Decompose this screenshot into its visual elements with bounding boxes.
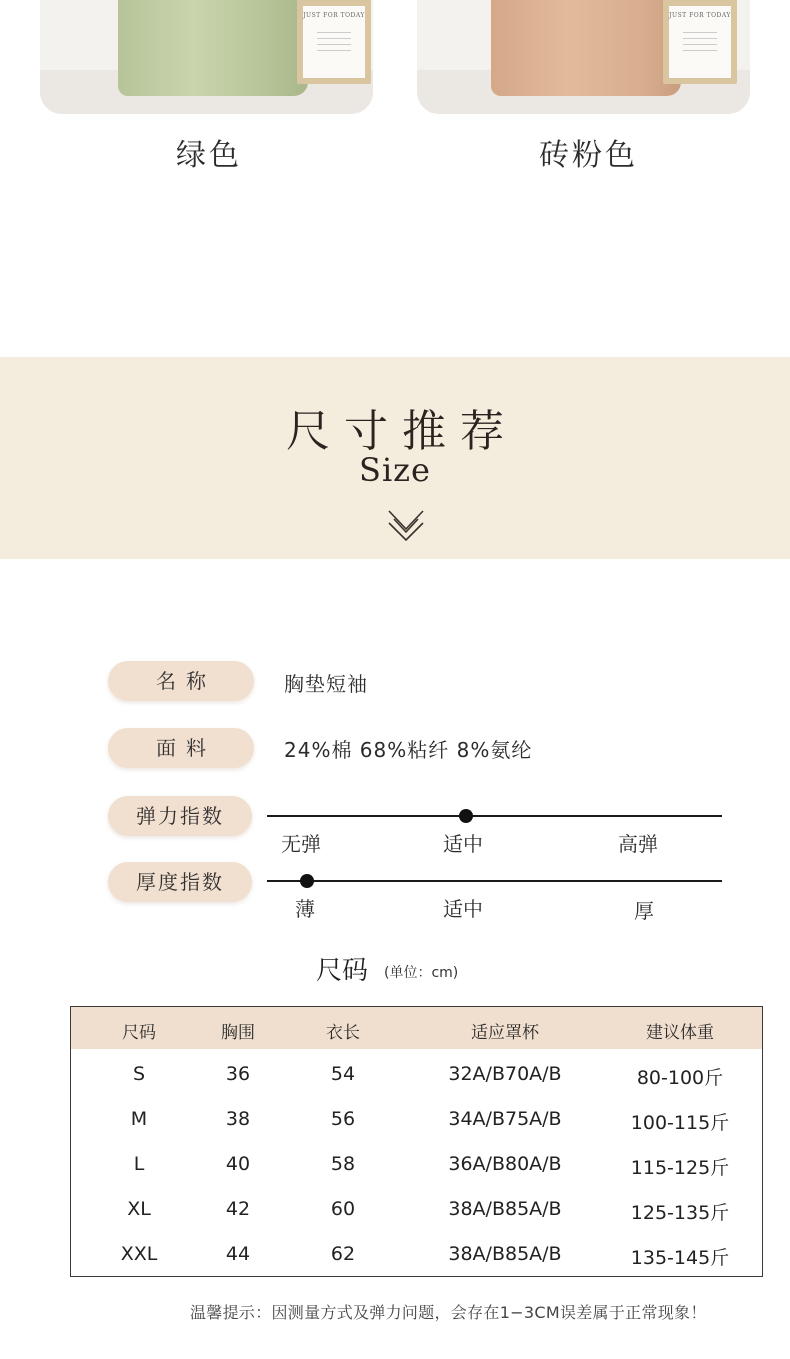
table-cell: XL [127, 1198, 151, 1220]
double-chevron-down-icon [386, 507, 426, 543]
green-color-label: 绿色 [176, 138, 242, 173]
table-cell: 38A/B85A/B [448, 1198, 562, 1220]
table-row [71, 1141, 762, 1186]
header-size: 尺码 [122, 1023, 156, 1043]
frame-text: JUST FOR TODAY [303, 12, 365, 19]
name-label-pill: 名称 [108, 661, 254, 701]
elasticity-indicator-dot [459, 809, 473, 823]
table-cell: 115-125斤 [630, 1157, 730, 1179]
size-section-banner [0, 357, 790, 559]
header-weight: 建议体重 [646, 1023, 714, 1043]
table-cell: 80-100斤 [636, 1067, 724, 1089]
table-cell: 42 [225, 1198, 251, 1220]
thickness-indicator-dot [300, 874, 314, 888]
table-cell: 56 [330, 1108, 356, 1130]
table-row [71, 1231, 762, 1276]
size-table-title: 尺码 [316, 956, 369, 986]
product-name-value: 胸垫短袖 [284, 672, 368, 696]
table-cell: 100-115斤 [630, 1112, 730, 1134]
table-cell: 60 [330, 1198, 356, 1220]
fabric-value: 24%棉 68%粘纤 8%氨纶 [284, 738, 533, 762]
table-row [71, 1096, 762, 1141]
table-cell: L [133, 1153, 145, 1175]
table-header-row [71, 1007, 762, 1049]
table-cell: 38 [225, 1108, 251, 1130]
thickness-scale-thin: 薄 [295, 897, 315, 921]
elasticity-scale-none: 无弹 [281, 832, 321, 856]
table-cell: S [132, 1063, 146, 1085]
table-cell: 62 [330, 1243, 356, 1265]
table-cell: 135-145斤 [630, 1247, 730, 1269]
green-swatch-image[interactable] [40, 0, 373, 114]
header-length: 衣长 [326, 1023, 360, 1043]
header-bust: 胸围 [221, 1023, 255, 1043]
table-cell: 32A/B70A/B [448, 1063, 562, 1085]
frame-text: JUST FOR TODAY [669, 12, 731, 19]
brick-pink-garment [491, 0, 681, 96]
photo-frame [297, 0, 371, 84]
photo-frame [663, 0, 737, 84]
brick-pink-color-label: 砖粉色 [539, 138, 638, 173]
elasticity-label-pill: 弹力指数 [108, 796, 252, 836]
table-cell: M [130, 1108, 148, 1130]
elasticity-scale-line [267, 815, 722, 817]
brick-pink-swatch-image[interactable] [417, 0, 750, 114]
measurement-tip: 温馨提示：因测量方式及弹力问题，会存在1−3CM误差属于正常现象！ [190, 1303, 707, 1322]
table-cell: 58 [330, 1153, 356, 1175]
elasticity-scale-high: 高弹 [618, 832, 658, 856]
table-cell: 40 [225, 1153, 251, 1175]
green-garment [118, 0, 308, 96]
table-row [71, 1051, 762, 1096]
table-cell: XXL [120, 1243, 158, 1265]
size-table [70, 1006, 763, 1277]
thickness-scale-line [267, 880, 722, 882]
table-cell: 54 [330, 1063, 356, 1085]
thickness-scale-medium: 适中 [443, 897, 483, 921]
table-cell: 36A/B80A/B [448, 1153, 562, 1175]
section-title: 尺寸推荐 [286, 406, 518, 457]
table-cell: 44 [225, 1243, 251, 1265]
header-cup: 适应罩杯 [471, 1023, 539, 1043]
elasticity-scale-medium: 适中 [443, 832, 483, 856]
fabric-label-pill: 面料 [108, 728, 254, 768]
section-subtitle: Size [359, 451, 431, 489]
thickness-label-pill: 厚度指数 [108, 862, 252, 902]
table-cell: 36 [225, 1063, 251, 1085]
table-cell: 34A/B75A/B [448, 1108, 562, 1130]
size-table-unit: (单位：cm) [384, 965, 459, 981]
table-row [71, 1186, 762, 1231]
table-cell: 125-135斤 [630, 1202, 730, 1224]
table-cell: 38A/B85A/B [448, 1243, 562, 1265]
thickness-scale-thick: 厚 [634, 899, 654, 923]
